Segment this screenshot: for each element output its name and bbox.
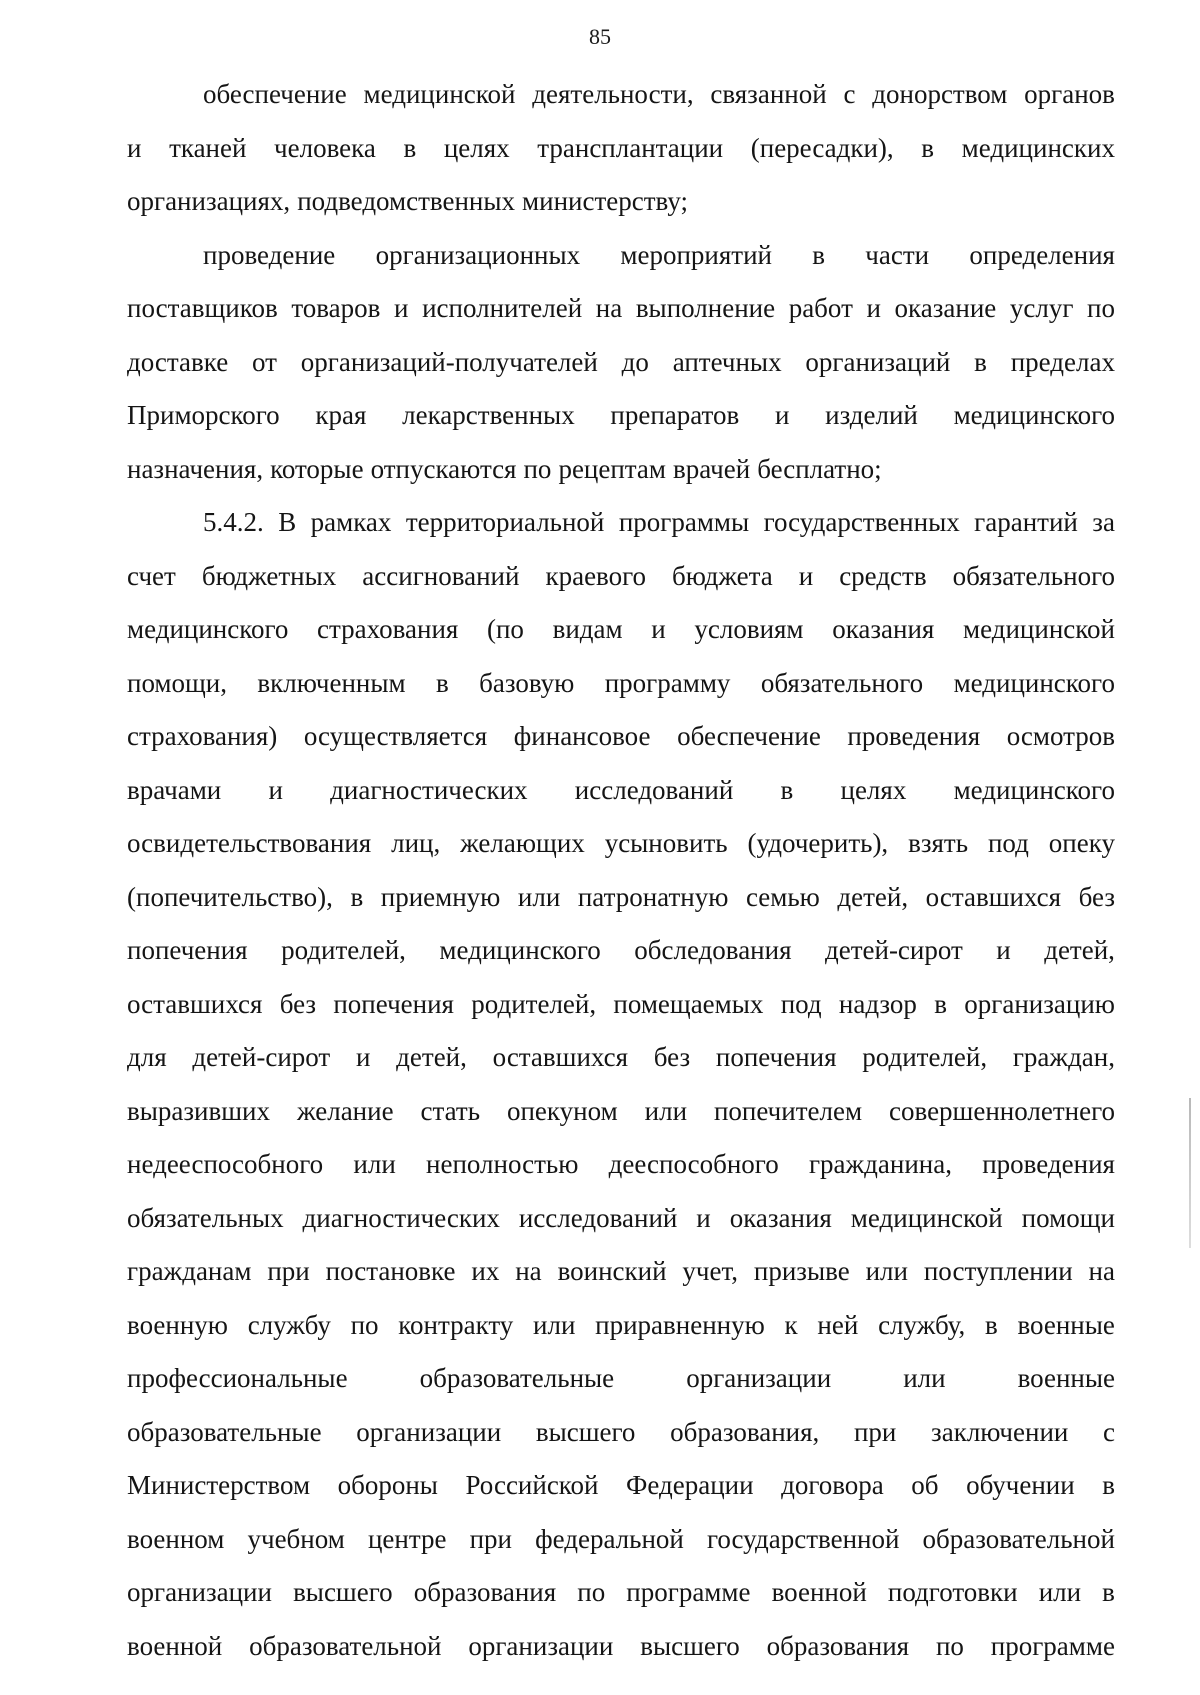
- text-line: освидетельствования лиц, желающих усыновить (удочерить), взять под опеку: [127, 828, 1115, 858]
- page-number: 85: [589, 24, 611, 49]
- text-line: организации высшего образования по программе военной подготовки или в: [127, 1577, 1115, 1607]
- text-line: недееспособного или неполностью дееспособного гражданина, проведения: [127, 1149, 1115, 1179]
- text-line: военном учебном центре при федеральной государственной образовательной: [127, 1523, 1115, 1554]
- text-line: назначения, которые отпускаются по рецептам врачей бесплатно;: [127, 453, 882, 484]
- text-line: образовательные организации высшего образования, при заключении с: [127, 1416, 1115, 1447]
- text-line: выразивших желание стать опекуном или попечителем совершеннолетнего: [127, 1095, 1115, 1126]
- text-line: Приморского края лекарственных препаратов и изделий медицинского: [127, 400, 1115, 430]
- text-line: попечения родителей, медицинского обследования детей-сирот и детей,: [127, 935, 1115, 965]
- text-line: и тканей человека в целях трансплантации (пересадки), в медицинских: [127, 132, 1115, 163]
- text-line: для детей-сирот и детей, оставшихся без попечения родителей, граждан,: [127, 1042, 1115, 1072]
- scan-margin-mark: [1189, 1098, 1191, 1248]
- body-text: [127, 68, 1115, 1673]
- text-line: военной образовательной организации высшего образования по программе: [127, 1630, 1115, 1661]
- text-line: оставшихся без попечения родителей, помещаемых под надзор в организацию: [127, 988, 1115, 1019]
- text-line: страхования) осуществляется финансовое обеспечение проведения осмотров: [127, 721, 1115, 751]
- text-line: помощи, включенным в базовую программу обязательного медицинского: [127, 667, 1115, 698]
- text-line: счет бюджетных ассигнований краевого бюджета и средств обязательного: [127, 560, 1115, 591]
- text-line: профессиональные образовательные организации или военные: [127, 1363, 1115, 1393]
- text-line: организациях, подведомственных министерству;: [127, 186, 688, 216]
- text-line: обеспечение медицинской деятельности, связанной с донорством органов: [203, 79, 1115, 109]
- text-line: гражданам при постановке их на воинский учет, призыве или поступлении на: [127, 1256, 1115, 1286]
- text-line: (попечительство), в приемную или патронатную семью детей, оставшихся без: [127, 881, 1115, 912]
- text-line: поставщиков товаров и исполнителей на выполнение работ и оказание услуг по: [127, 293, 1115, 323]
- text-line: медицинского страхования (по видам и условиям оказания медицинской: [127, 614, 1115, 644]
- text-line: Министерством обороны Российской Федерации договора об обучении в: [127, 1470, 1115, 1500]
- text-line: военную службу по контракту или приравненную к ней службу, в военные: [127, 1309, 1115, 1340]
- text-line: врачами и диагностических исследований в целях медицинского: [127, 774, 1115, 805]
- text-line: обязательных диагностических исследований и оказания медицинской помощи: [127, 1202, 1115, 1233]
- text-line: 5.4.2. В рамках территориальной программы государственных гарантий за: [203, 507, 1115, 537]
- text-line: доставке от организаций-получателей до аптечных организаций в пределах: [127, 346, 1115, 377]
- text-line: проведение организационных мероприятий в части определения: [203, 239, 1115, 270]
